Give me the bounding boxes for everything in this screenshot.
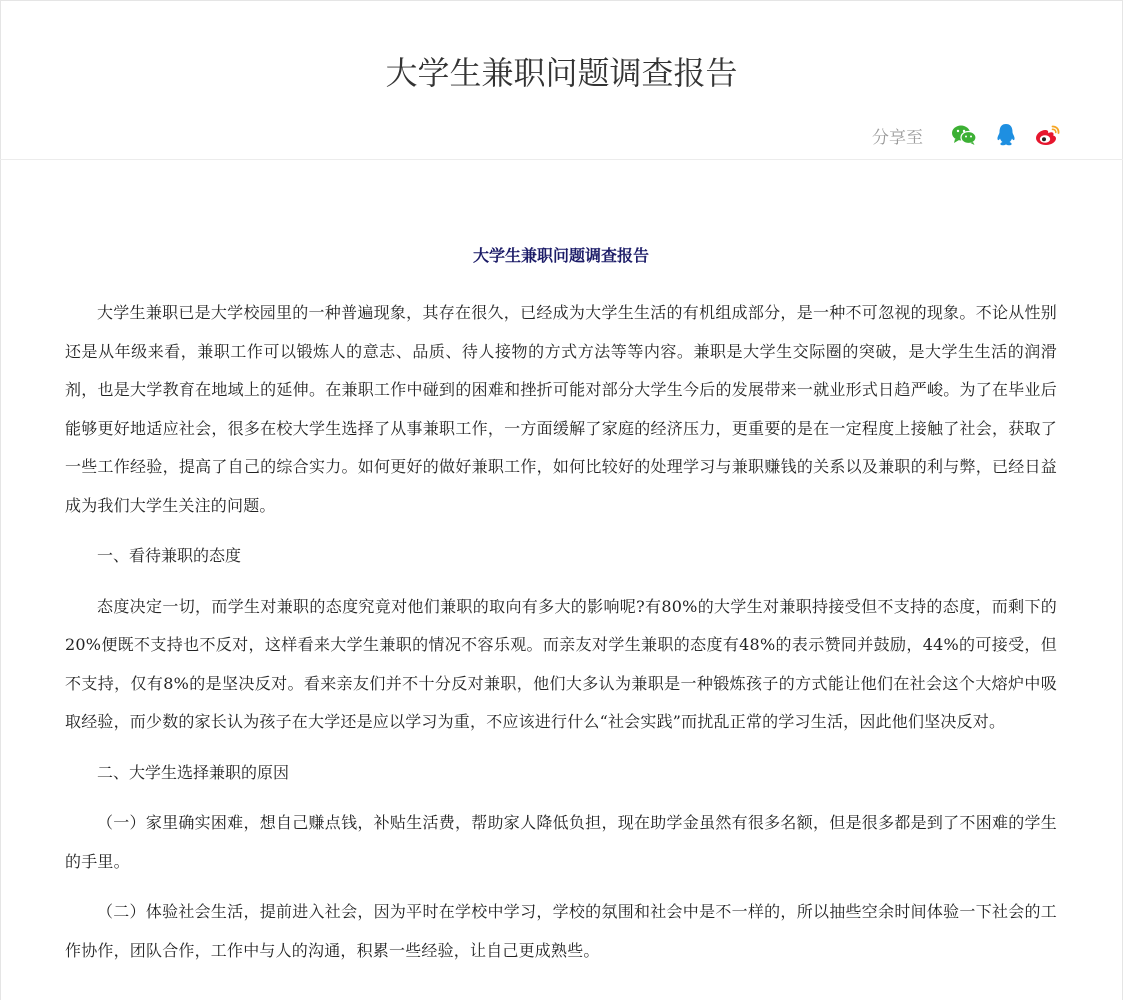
intro-paragraph: 大学生兼职已是大学校园里的一种普遍现象，其存在很久，已经成为大学生生活的有机组成部分，是一种不可忽视的现象。不论从性别还是从年级来看，兼职工作可以锻炼人的意志、品质、待人接物的方式方法等等内容。兼职是大学生交际圈的突破，是大学生生活的润滑剂，也是大学教育在地域上的延伸。在兼职工作中碰到的困难和挫折可能对部分大学生今后的发展带来一就业形式日趋严峻。为了在毕业后能够更好地适应社会，很多在校大学生选择了从事兼职工作，一方面缓解了家庭的经济压力，更重要的是在一定程度上接触了社会，获取了一些工作经验，提高了自己的综合实力。如何更好的做好兼职工作，如何比较好的处理学习与兼职赚钱的关系以及兼职的利与弊，已经日益成为我们大学生关注的问题。 <box>65 303 1057 515</box>
article-title: 大学生兼职问题调查报告 <box>472 246 649 265</box>
share-bar <box>872 120 1063 150</box>
reason-paragraph-2: （二）体验社会生活，提前进入社会，因为平时在学校中学习，学校的氛围和社会中是不一样的，所以抽些空余时间体验一下社会的工作协作，团队合作，工作中与人的沟通，积累一些经验，让自己更成熟些。 <box>65 902 1057 960</box>
page-title: 大学生兼职问题调查报告 <box>385 54 738 92</box>
article-body <box>65 240 1057 982</box>
weibo-icon[interactable] <box>1033 120 1063 150</box>
qq-icon[interactable] <box>991 120 1021 150</box>
section-heading-reasons: 二、大学生选择兼职的原因 <box>97 762 290 782</box>
share-label: 分享至 <box>872 127 923 148</box>
reason-paragraph-1: （一）家里确实困难，想自己赚点钱，补贴生活费，帮助家人降低负担，现在助学金虽然有很多名额，但是很多都是到了不困难的学生的手里。 <box>65 813 1057 871</box>
section-heading-attitude: 一、看待兼职的态度 <box>97 546 242 565</box>
attitude-paragraph: 态度决定一切，而学生对兼职的态度究竟对他们兼职的取向有多大的影响呢?有80%的大学生对兼职持接受但不支持的态度，而剩下的20%便既不支持也不反对，这样看来大学生兼职的情况不容乐观。而亲友对学生兼职的态度有48%的表示赞同并鼓励，44%的可接受，但不支持，仅有8%的是坚决反对。看来亲友们并不十分反对兼职，他们大多认为兼职是一种锻炼孩子的方式能让他们在社会这个大熔炉中吸取经验，而少数的家长认为孩子在大学还是应以学习为重，不应该进行什么“社会实践”而扰乱正常的学习生活，因此他们坚决反对。 <box>65 596 1057 731</box>
wechat-icon[interactable] <box>949 120 979 150</box>
article-header <box>0 0 1123 160</box>
